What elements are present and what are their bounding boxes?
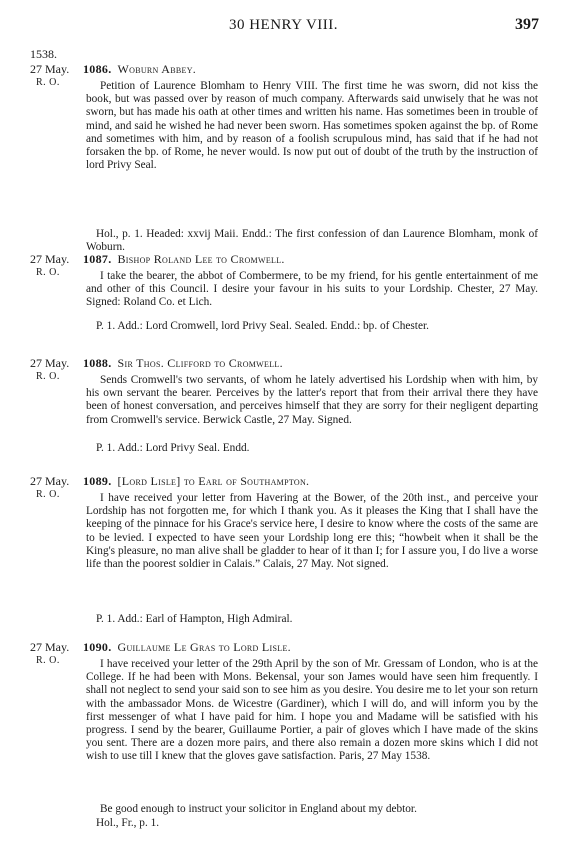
entry-title: Woburn Abbey. (117, 62, 197, 76)
entry-date: 27 May. (30, 356, 70, 370)
entry-body: I have received your letter from Havering at the Bower, of the 20th inst., and perceive your Lordship has not forgotten me, for which I thank you. As it pleases the King that I shall have the keeping of the pinnace for his Grace's service here, I desire to know where the costs of the same are to be levied. I expected to have seen your Lordship long ere this; “howbeit when it shall be the King's pleasure, no man alive shall be gladder to hear of it than I; for I assure you, I do live a worse life than the poorest soldier in Calais.” Calais, 27 May. Not signed. (86, 492, 538, 571)
entry-title: [Lord Lisle] to Earl of Southampton. (117, 474, 310, 488)
entry-note: P. 1. Add.: Lord Cromwell, lord Privy Seal. Sealed. Endd.: bp. of Chester. (96, 320, 429, 332)
entry-body: I take the bearer, the abbot of Combermere, to be my friend, for his gentle entertainment of me and other of this Council. I desire your favour in his suits to your Lordship. Chester, 27 May. Signed: Roland Co. et Lich. (86, 270, 538, 309)
entry-source: R. O. (36, 489, 60, 500)
entry-body: I have received your letter of the 29th April by the son of Mr. Gressam of London, who is at the College. If he had been with Mons. Bekensal, your son James would have seen him frequently. I shall not neglect to send your said son to see him as you desire. You desire me to let your son return with the ambassador Mons. de Wicestre (Gardiner), which I will do, and will inform you by the first messenger of what I have paid for him. I hope you and Madame will be satisfied with his progress. I send by the bearer, Guillaume Portier, a pair of gloves which I have made of the skins you sent. There are a dozen more pairs, and there also remain a dozen more skins which I did not wish to use till I knew that the gloves gave satisfaction. Paris, 27 May 1538. (86, 658, 538, 763)
entry-number: 1090. (83, 640, 112, 654)
running-title: 30 HENRY VIII. (228, 17, 339, 33)
entry-note: P. 1. Add.: Earl of Hampton, High Admiral. (96, 613, 293, 625)
entry-source: R. O. (36, 267, 60, 278)
entry-source: R. O. (36, 371, 60, 382)
entry-number: 1087. (83, 252, 112, 266)
entry-note: P. 1. Add.: Lord Privy Seal. Endd. (96, 442, 250, 454)
entry-body: Sends Cromwell's two servants, of whom he lately advertised his Lordship when with him, by his own servant the bearer. Perceives by the latter's report that from their arrival there they have been of honest conversation, and perceives himself that they are sorry for their negligent departing from Cromwell's service. Berwick Castle, 27 May. Signed. (86, 374, 538, 426)
entry-date: 27 May. (30, 474, 70, 488)
entry-title: Sir Thos. Clifford to Cromwell. (117, 356, 283, 370)
entry-date: 27 May. (30, 252, 70, 266)
entry-body: Petition of Laurence Blomham to Henry VIII. The first time he was sworn, did not kiss the book, but was passed over by reason of much company. Afterwards said unwisely that he was not sworn, but has made his oath at other times and written his name. Has sometimes been in trouble of mind, and said he wished he had never been sworn. Has sometimes spoken against the bp. of Rome and sometimes with him, and by reason of a foolish scrupulous mind, has said that if he had not forsaken the bp. of Rome, he never would. Is now put out of doubt of the truth by the instruction of lord Privy Seal. (86, 80, 538, 172)
entry-source: R. O. (36, 655, 60, 666)
entry-date: 27 May. (30, 62, 70, 76)
running-header (0, 17, 567, 39)
page-number: 397 (515, 16, 539, 33)
entry-title: Guillaume Le Gras to Lord Lisle. (117, 640, 291, 654)
entry-title: Bishop Roland Lee to Cromwell. (117, 252, 285, 266)
year-label: 1538. (30, 47, 57, 61)
entry-heading (83, 252, 285, 266)
entry-note: Hol., p. 1. Headed: xxvij Maii. Endd.: The first confession of dan Laurence Blomham, monk of Woburn. (86, 228, 538, 254)
entry-source: R. O. (36, 77, 60, 88)
entry-heading (83, 356, 283, 370)
entry-number: 1089. (83, 474, 112, 488)
entry-heading (83, 62, 196, 76)
entry-note: Hol., Fr., p. 1. (96, 817, 160, 829)
entry-number: 1088. (83, 356, 112, 370)
entry-heading (83, 474, 309, 488)
entry-number: 1086. (83, 62, 112, 76)
entry-body-postscript: Be good enough to instruct your solicitor in England about my debtor. (100, 803, 417, 815)
entry-heading (83, 640, 291, 654)
entry-date: 27 May. (30, 640, 70, 654)
